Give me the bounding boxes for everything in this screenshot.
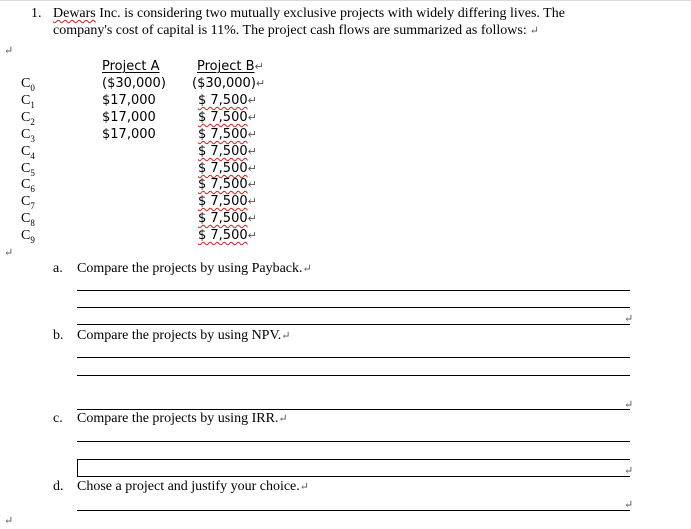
cash-flow-label-letter: C [21,76,31,91]
text-cursor [77,460,78,476]
project-b-value: $ 7,500 [198,93,248,108]
project-b-cell [198,110,257,125]
paragraph-mark-icon: ↵ [624,465,634,477]
subquestion-a-letter: a. [53,261,63,276]
project-b-value: $ 7,500 [198,127,248,142]
project-a-value: $17,000 [102,110,156,125]
company-name: Dewars [53,6,96,21]
cash-flow-label-letter: C [21,228,31,243]
cash-flow-label-letter: C [21,194,31,209]
subquestion-b [77,328,291,344]
subquestion-a [77,261,312,277]
paragraph-mark-icon: ↵ [4,247,14,259]
cash-flow-label-period: 7 [30,200,35,211]
cash-flow-label-letter: C [21,110,31,125]
cash-flow-label-period: 0 [30,82,35,93]
header-project-b-label: Project B [197,59,255,74]
paragraph-mark-icon: ↵ [247,94,257,107]
paragraph-mark-icon: ↵ [247,128,257,141]
paragraph-mark-icon: ↵ [247,178,257,191]
cash-flow-label-period: 6 [30,183,35,194]
paragraph-mark-icon: ↵ [624,499,634,511]
cash-flow-label-period: 9 [30,234,35,245]
subquestion-c-letter: c. [53,411,63,426]
project-b-cell [198,127,257,142]
answer-line[interactable] [77,290,630,291]
project-b-cell [198,177,257,192]
cash-flow-label-period: 4 [30,150,35,161]
project-b-value: $ 7,500 [198,228,248,243]
paragraph-mark-icon: ↵ [299,481,309,493]
project-b-value: ($30,000) [192,76,256,91]
answer-line[interactable] [77,441,630,442]
project-b-cell [198,194,257,209]
paragraph-mark-icon: ↵ [254,60,264,73]
paragraph-mark-icon: ↵ [247,145,257,158]
answer-line[interactable] [77,476,630,477]
subquestion-b-text: Compare the projects by using NPV. [77,328,282,343]
project-b-cell [198,228,257,243]
paragraph-mark-icon: ↵ [624,399,634,411]
answer-line[interactable] [77,375,630,376]
paragraph-mark-icon: ↵ [4,515,14,527]
cash-flow-label-letter: C [21,177,31,192]
paragraph-mark-icon: ↵ [529,25,539,37]
project-a-value: $17,000 [102,93,156,108]
cash-flow-label [21,161,35,178]
paragraph-mark-icon: ↵ [247,162,257,175]
project-a-value: $17,000 [102,127,156,142]
paragraph-mark-icon: ↵ [4,45,14,57]
cash-flow-label [21,93,35,110]
paragraph-mark-icon: ↵ [247,229,257,242]
paragraph-mark-icon: ↵ [278,413,288,425]
answer-line[interactable] [77,357,630,358]
subquestion-c [77,411,288,427]
page-top-border [0,0,691,1]
cash-flow-label [21,76,35,93]
cash-flow-label [21,177,35,194]
cash-flow-label [21,144,35,161]
cash-flow-label [21,110,35,127]
cash-flow-label [21,211,35,228]
project-b-cell [192,76,265,91]
subquestion-d-text: Chose a project and justify your choice. [77,479,300,494]
question-line-1 [53,6,565,22]
header-project-a: Project A [102,59,160,74]
project-b-value: $ 7,500 [198,211,248,226]
project-b-value: $ 7,500 [198,144,248,159]
project-b-cell [198,211,257,226]
answer-line[interactable] [77,324,630,325]
question-line-2 [53,23,539,39]
cash-flow-label-period: 3 [30,133,35,144]
subquestion-c-text: Compare the projects by using IRR. [77,411,279,426]
question-line-2-text: company's cost of capital is 11%. The project cash flows are summarized as follows: [53,23,527,38]
answer-line[interactable] [77,409,630,410]
answer-line[interactable] [77,459,630,460]
project-b-value: $ 7,500 [198,177,248,192]
cash-flow-label-period: 1 [30,99,35,110]
cash-flow-label-period: 8 [30,217,35,228]
paragraph-mark-icon: ↵ [302,263,312,275]
paragraph-mark-icon: ↵ [247,212,257,225]
subquestion-a-text: Compare the projects by using Payback. [77,261,303,276]
answer-line[interactable] [77,307,630,308]
question-number: 1. [31,6,42,21]
project-b-cell [198,144,257,159]
cash-flow-label-period: 5 [30,167,35,178]
subquestion-b-letter: b. [53,328,64,343]
question-line-1-rest: Inc. is considering two mutually exclusive projects with widely differing lives. The [95,6,565,21]
paragraph-mark-icon: ↵ [624,313,634,325]
subquestion-d-letter: d. [53,479,64,494]
project-b-cell [198,93,257,108]
project-b-value: $ 7,500 [198,110,248,125]
cash-flow-label-letter: C [21,211,31,226]
paragraph-mark-icon: ↵ [281,330,291,342]
cash-flow-label [21,228,35,245]
header-project-b [197,59,264,74]
cash-flow-label [21,194,35,211]
subquestion-d [77,479,309,495]
cash-flow-label-letter: C [21,161,31,176]
paragraph-mark-icon: ↵ [247,111,257,124]
project-b-value: $ 7,500 [198,194,248,209]
cash-flow-label-period: 2 [30,116,35,127]
project-b-value: $ 7,500 [198,161,248,176]
cash-flow-label-letter: C [21,127,31,142]
cash-flow-label-letter: C [21,93,31,108]
cash-flow-label [21,127,35,144]
answer-line[interactable] [77,510,630,511]
paragraph-mark-icon: ↵ [247,195,257,208]
cash-flow-label-letter: C [21,144,31,159]
project-b-cell [198,161,257,176]
project-a-value: ($30,000) [102,76,166,91]
paragraph-mark-icon: ↵ [255,77,266,90]
